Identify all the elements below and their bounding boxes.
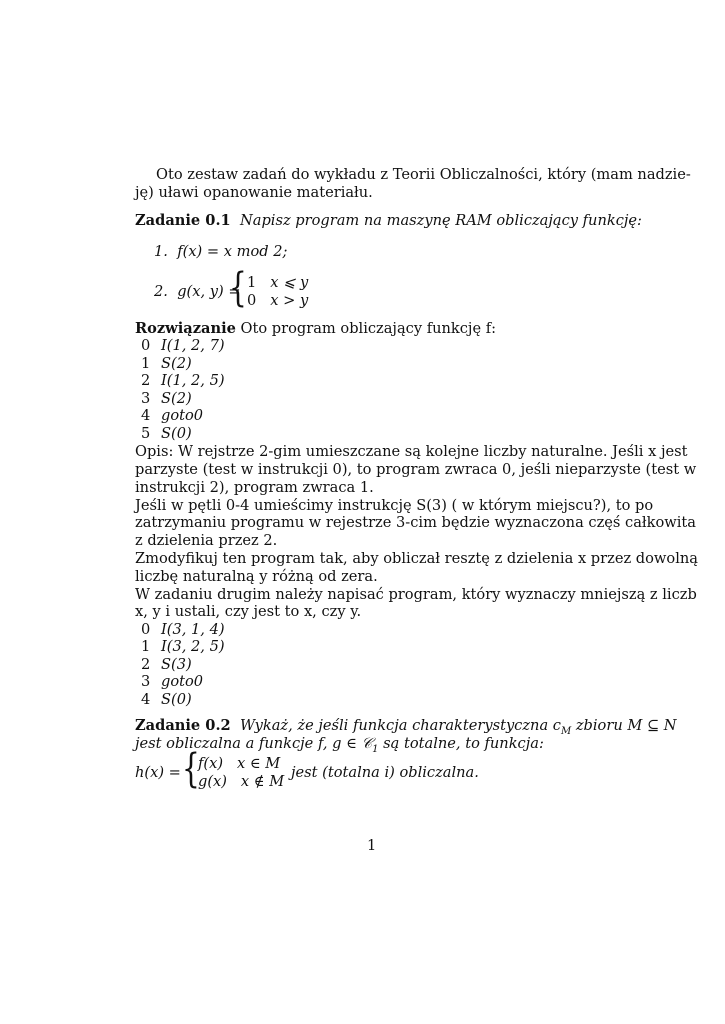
paragraph-line: W zadaniu drugim należy napisać program, który wyznaczy mniejszą z liczb xyxy=(135,586,697,603)
program1-line xyxy=(141,390,192,408)
intro-line-1: Oto zestaw zadań do wykładu z Teorii Obliczalności, który (mam nadzie- xyxy=(156,166,691,183)
task2-case-2 xyxy=(198,773,284,791)
program2-instruction: I(3, 2, 5) xyxy=(161,638,225,655)
task2-sub-1: M xyxy=(560,725,572,737)
program1-line-number: 4 xyxy=(141,407,151,424)
program1-line-number: 3 xyxy=(141,390,151,407)
program1-instruction: goto0 xyxy=(161,407,204,424)
program1-instruction: I(1, 2, 5) xyxy=(161,372,225,389)
paragraph-line: liczbę naturalną y różną od zera. xyxy=(135,568,378,585)
program1-line xyxy=(141,372,225,390)
solution-label: Rozwiązanie xyxy=(135,320,236,337)
program1-line xyxy=(141,337,225,355)
task2-tail: jest (totalna i) obliczalna. xyxy=(291,764,479,781)
task1-case-1-cond: x ⩽ y xyxy=(270,274,309,291)
task1-case-2-cond: x > y xyxy=(270,292,309,309)
paragraph-line: Jeśli w pętli 0-4 umieścimy instrukcję S(3) ( w którym miejscu?), to po xyxy=(135,497,654,514)
program1-line-number: 5 xyxy=(141,425,151,442)
program1-instruction: S(2) xyxy=(161,355,192,372)
task2-case-2-cond: x ∉ M xyxy=(240,773,285,790)
task2-text-2: jest obliczalna a funkcje f, g ∈ 𝒞 xyxy=(135,735,373,752)
program1-line xyxy=(141,425,192,443)
program1-line-number: 2 xyxy=(141,372,151,389)
program1-line xyxy=(141,355,192,373)
paragraph-line: Zmodyfikuj ten program tak, aby obliczał resztę z dzielenia x przez dowolną xyxy=(135,550,698,567)
program1-line-number: 0 xyxy=(141,337,151,354)
program2-line xyxy=(141,638,225,656)
program2-line xyxy=(141,673,204,691)
intro-line-2: ję) uławi opanowanie materiału. xyxy=(135,184,373,201)
program1-instruction: S(0) xyxy=(161,425,192,442)
program2-instruction: I(3, 1, 4) xyxy=(161,621,225,638)
task1-case-1-val: 1 xyxy=(247,274,257,291)
left-brace-icon: { xyxy=(229,265,247,311)
program1-instruction: I(1, 2, 7) xyxy=(161,337,225,354)
task2-text-2-rest: są totalne, to funkcja: xyxy=(378,735,544,752)
program1-line xyxy=(141,407,204,425)
solution-text: Oto program obliczający funkcję f: xyxy=(240,320,497,337)
task1-item-2 xyxy=(154,283,241,301)
task2-text-1: Wykaż, że jeśli funkcja charakterystyczna c xyxy=(239,717,561,734)
task1-item-1-num: 1. xyxy=(154,243,168,260)
program2-line-number: 1 xyxy=(141,638,151,655)
program2-instruction: S(3) xyxy=(161,656,192,673)
program2-line-number: 3 xyxy=(141,673,151,690)
solution-heading xyxy=(135,320,496,338)
task2-sub-2: 1 xyxy=(372,743,379,755)
program2-line-number: 0 xyxy=(141,621,151,638)
program2-line xyxy=(141,691,192,709)
task2-case-1-cond: x ∈ M xyxy=(236,755,281,772)
paragraph-line: x, y i ustali, czy jest to x, czy y. xyxy=(135,603,362,620)
paragraph-line: instrukcji 2), program zwraca 1. xyxy=(135,479,374,496)
program1-instruction: S(2) xyxy=(161,390,192,407)
task2-lhs: h(x) = xyxy=(135,764,181,781)
paragraph-line: z dzielenia przez 2. xyxy=(135,532,278,549)
left-brace-icon: { xyxy=(182,746,200,792)
task1-case-2-val: 0 xyxy=(247,292,257,309)
task1-item-1 xyxy=(154,243,287,261)
program2-line-number: 4 xyxy=(141,691,151,708)
program2-line xyxy=(141,656,192,674)
task2-text-1-rest: zbioru M ⊆ N xyxy=(571,717,677,734)
program2-instruction: S(0) xyxy=(161,691,192,708)
task1-item-2-expr: g(x, y) = xyxy=(177,283,241,300)
paragraph-line: parzyste (test w instrukcji 0), to program zwraca 0, jeśli nieparzyste (test w xyxy=(135,461,697,478)
task2-case-2-val: g(x) xyxy=(198,773,227,790)
task2-case-1 xyxy=(198,755,280,773)
task1-item-2-num: 2. xyxy=(154,283,168,300)
program2-line-number: 2 xyxy=(141,656,151,673)
task1-text: Napisz program na maszynę RAM obliczający funkcję: xyxy=(239,212,642,229)
task2-label: Zadanie 0.2 xyxy=(135,717,231,734)
paragraph-line: Opis: W rejstrze 2-gim umieszczane są kolejne liczby naturalne. Jeśli x jest xyxy=(135,443,688,460)
task1-heading xyxy=(135,212,642,230)
task1-case-1 xyxy=(247,274,308,292)
task1-label: Zadanie 0.1 xyxy=(135,212,231,229)
paragraph-line: zatrzymaniu programu w rejestrze 3-cim będzie wyznaczona częś całkowita xyxy=(135,514,696,531)
task2-case-1-val: f(x) xyxy=(198,755,224,772)
task1-item-1-expr: f(x) = x mod 2; xyxy=(177,243,288,260)
program2-line xyxy=(141,621,225,639)
program1-line-number: 1 xyxy=(141,355,151,372)
program2-instruction: goto0 xyxy=(161,673,204,690)
page-number: 1 xyxy=(367,837,377,854)
task1-case-2 xyxy=(247,292,308,310)
